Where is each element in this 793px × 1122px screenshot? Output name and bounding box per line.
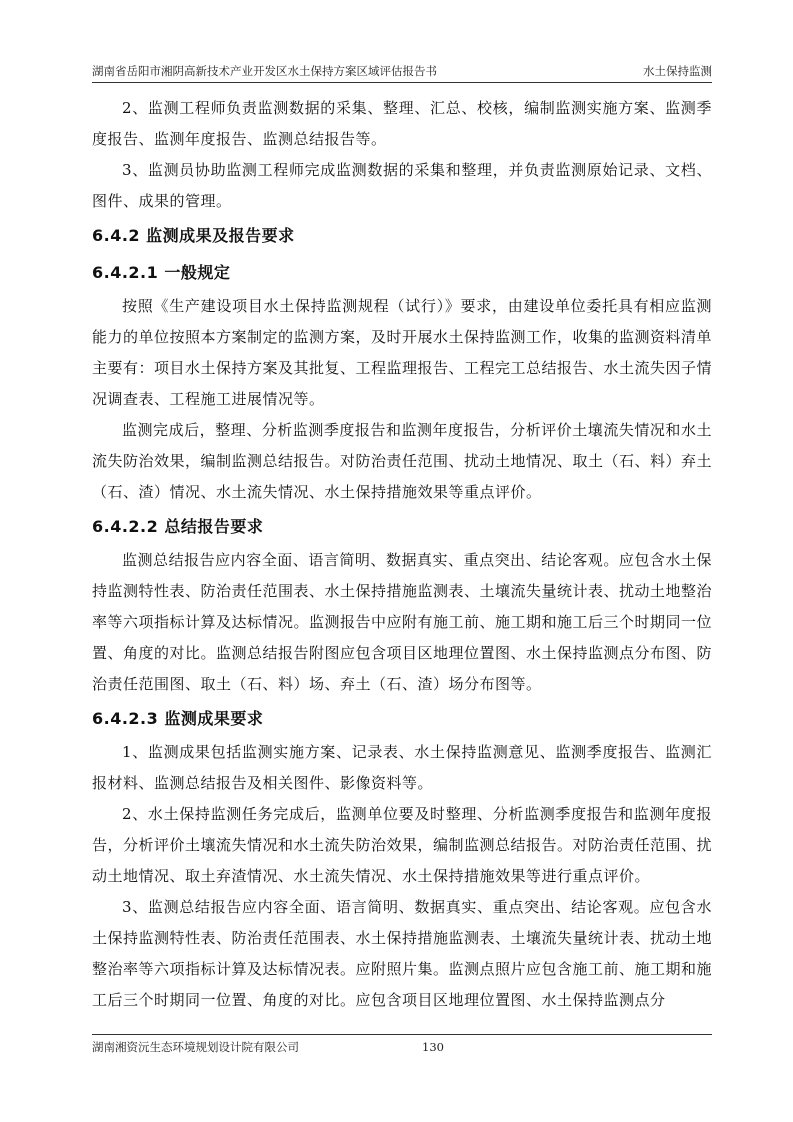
paragraph: 按照《生产建设项目水土保持监测规程（试行）》要求，由建设单位委托具有相应监测能力的单位按照本方案制定的监测方案，及时开展水土保持监测工作，收集的监测资料清单主要有：项目水土保持方案及其批复、工程监理报告、工程完工总结报告、水土流失因子情况调查表、工程施工进展情况等。: [92, 297, 713, 408]
paragraph: 监测完成后，整理、分析监测季度报告和监测年度报告，分析评价土壤流失情况和水土流失防治效果，编制监测总结报告。对防治责任范围、扰动土地情况、取土（石、料）弃土（石、渣）情况、水土流失情况、水土保持措施效果等重点评价。: [92, 421, 713, 501]
page-content: [92, 93, 712, 1016]
subsection-heading: 6.4.2.1 一般规定: [92, 263, 231, 282]
page-footer: [92, 1034, 712, 1056]
header-section: 水土保持监测: [643, 64, 712, 78]
footer-organization: 湖南湘资沅生态环境规划设计院有限公司: [92, 1040, 299, 1054]
subsection-heading: 6.4.2.2 总结报告要求: [92, 517, 264, 536]
paragraph: 监测总结报告应内容全面、语言简明、数据真实、重点突出、结论客观。应包含水土保持监测特性表、防治责任范围表、水土保持措施监测表、土壤流失量统计表、扰动土地整治率等六项指标计算及达标情况。监测报告中应附有施工前、施工期和施工后三个时期同一位置、角度的对比。监测总结报告附图应包含项目区地理位置图、水土保持监测点分布图、防治责任范围图、取土（石、料）场、弃土（石、渣）场分布图等。: [92, 551, 713, 693]
page-number: 130: [422, 1040, 444, 1054]
paragraph: 1、监测成果包括监测实施方案、记录表、水土保持监测意见、监测季度报告、监测汇报材料、监测总结报告及相关图件、影像资料等。: [92, 743, 712, 792]
subsection-heading: 6.4.2.3 监测成果要求: [92, 709, 264, 728]
page-header: [92, 62, 712, 83]
paragraph: 2、监测工程师负责监测数据的采集、整理、汇总、校核，编制监测实施方案、监测季度报告、监测年度报告、监测总结报告等。: [92, 99, 712, 148]
header-title: 湖南省岳阳市湘阴高新技术产业开发区水土保持方案区域评估报告书: [92, 64, 437, 78]
section-heading: 6.4.2 监测成果及报告要求: [92, 226, 295, 245]
paragraph: 2、水土保持监测任务完成后，监测单位要及时整理、分析监测季度报告和监测年度报告，分析评价土壤流失情况和水土流失防治效果，编制监测总结报告。对防治责任范围、扰动土地情况、取土弃渣情况、水土流失情况、水土保持措施效果等进行重点评价。: [92, 805, 713, 885]
paragraph: 3、监测员协助监测工程师完成监测数据的采集和整理，并负责监测原始记录、文档、图件、成果的管理。: [92, 161, 712, 210]
paragraph: 3、监测总结报告应内容全面、语言简明、数据真实、重点突出、结论客观。应包含水土保持监测特性表、防治责任范围表、水土保持措施监测表、土壤流失量统计表、扰动土地整治率等六项指标计算及达标情况表。应附照片集。监测点照片应包含施工前、施工期和施工后三个时期同一位置、角度的对比。应包含项目区地理位置图、水土保持监测点分: [92, 898, 713, 1009]
